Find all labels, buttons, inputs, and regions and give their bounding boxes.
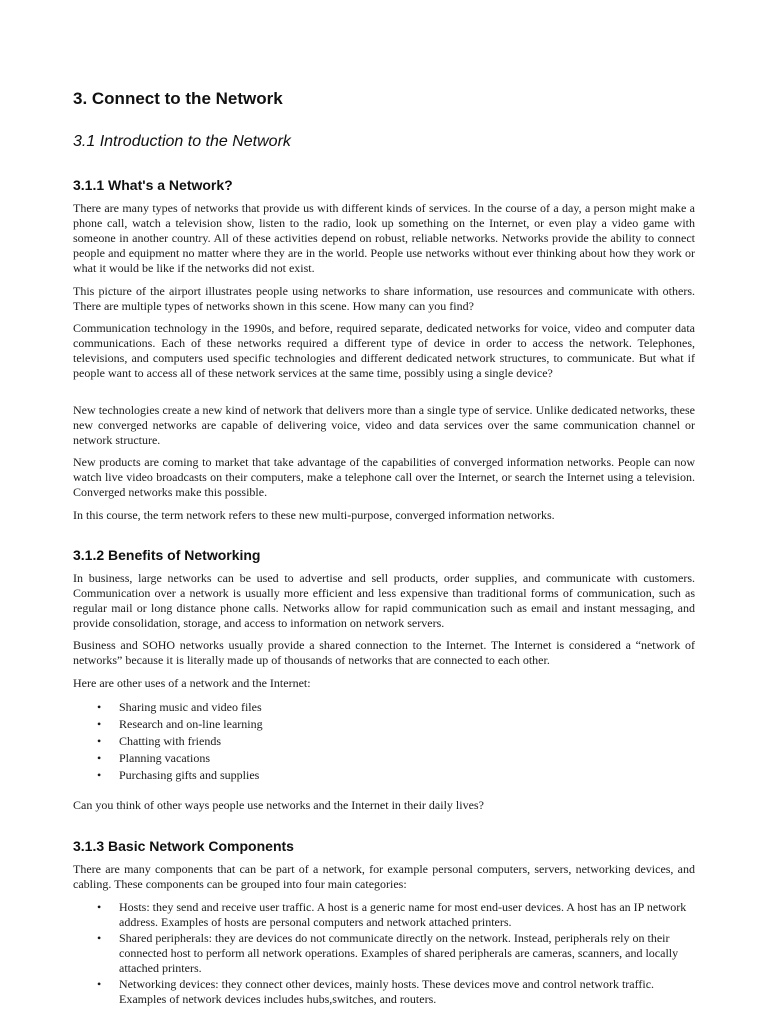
list-item: • Research and on-line learning: [97, 717, 263, 731]
bullet-icon: •: [97, 734, 102, 748]
bullet-icon: •: [97, 900, 102, 914]
bullet-icon: •: [97, 931, 102, 945]
paragraph-3-1-1-f: In this course, the term network refers to these new multi-purpose, converged information networks.: [73, 508, 555, 522]
list-item: • Hosts: they send and receive user traffic. A host is a generic name for most end-user devices. A host has an IP network address. Examples of hosts are personal computers and network attached printers.: [97, 900, 687, 929]
paragraph-3-1-2-d: Can you think of other ways people use networks and the Internet in their daily lives?: [73, 798, 484, 812]
heading-3-1-1: 3.1.1 What's a Network?: [73, 177, 233, 193]
bullet-icon: •: [97, 768, 102, 782]
paragraph-3-1-2-b: Business and SOHO networks usually provide a shared connection to the Internet. The Internet is considered a “network of networks” because it is literally made up of thousands of networks that are connected to each other.: [73, 638, 695, 667]
section-title: 3.1 Introduction to the Network: [73, 133, 291, 150]
list-item: • Sharing music and video files: [97, 700, 262, 714]
bullet-icon: •: [97, 717, 102, 731]
components-list: [73, 900, 695, 1008]
list-item: • Planning vacations: [97, 751, 210, 765]
heading-3-1-2: 3.1.2 Benefits of Networking: [73, 547, 261, 563]
paragraph-3-1-1-c: Communication technology in the 1990s, and before, required separate, dedicated networks for voice, video and computer data communications. Each of these networks required a different type of device in order to access the network. Telephones, televisions, and computers used specific technologies and different dedicated network structures, to communicate. But what if people want to access all of these network services at the same time, possibly using a single device?: [73, 321, 695, 380]
bullet-icon: •: [97, 700, 102, 714]
paragraph-3-1-1-a: There are many types of networks that provide us with different kinds of services. In the course of a day, a person might make a phone call, watch a television show, listen to the radio, look up something on the Internet, or even play a video game with someone in another country. All of these activities depend on robust, reliable networks. Networks provide the ability to connect people and equipment no matter where they are in the world. People use networks without ever thinking about how they work or what it would be like if the networks did not exist.: [73, 201, 695, 275]
paragraph-3-1-1-b: This picture of the airport illustrates people using networks to share information, use resources and communicate with others. There are multiple types of networks shown in this scene. How many can you find?: [73, 284, 695, 313]
heading-3-1-3: 3.1.3 Basic Network Components: [73, 838, 294, 854]
paragraph-3-1-1-e: New products are coming to market that take advantage of the capabilities of converged information networks. People can now watch live video broadcasts on their computers, make a telephone call over the Internet, or search the Internet using a television. Converged networks make this possible.: [73, 455, 695, 499]
chapter-title: 3. Connect to the Network: [73, 89, 283, 108]
paragraph-3-1-1-d: New technologies create a new kind of network that delivers more than a single type of service. Unlike dedicated networks, these new converged networks are capable of delivering voice, video and data services over the same communication channel or network structure.: [73, 403, 695, 447]
list-item: • Chatting with friends: [97, 734, 221, 748]
paragraph-3-1-3-a: There are many components that can be part of a network, for example personal computers, servers, networking devices, and cabling. These components can be grouped into four main categories:: [73, 862, 695, 891]
bullet-icon: •: [97, 977, 102, 991]
list-item: • Purchasing gifts and supplies: [97, 768, 260, 782]
paragraph-3-1-2-a: In business, large networks can be used to advertise and sell products, order supplies, and communicate with customers. Communication over a network is usually more efficient and less expensive than traditional forms of communication, such as regular mail or long distance phone calls. Networks allow for rapid communication such as email and instant messaging, and provide consolidation, storage, and access to information on network servers.: [73, 571, 695, 630]
paragraph-3-1-2-c: Here are other uses of a network and the Internet:: [73, 676, 311, 690]
uses-list: [73, 699, 695, 784]
list-item: • Shared peripherals: they are devices do not communicate directly on the network. Instead, peripherals rely on their connected host to perform all network operations. Examples of shared peripherals are cameras, scanners, and locally attached printers.: [97, 931, 679, 975]
list-item: • Networking devices: they connect other devices, mainly hosts. These devices move and control network traffic. Examples of network devices includes hubs,switches, and routers.: [97, 977, 655, 1006]
bullet-icon: •: [97, 751, 102, 765]
